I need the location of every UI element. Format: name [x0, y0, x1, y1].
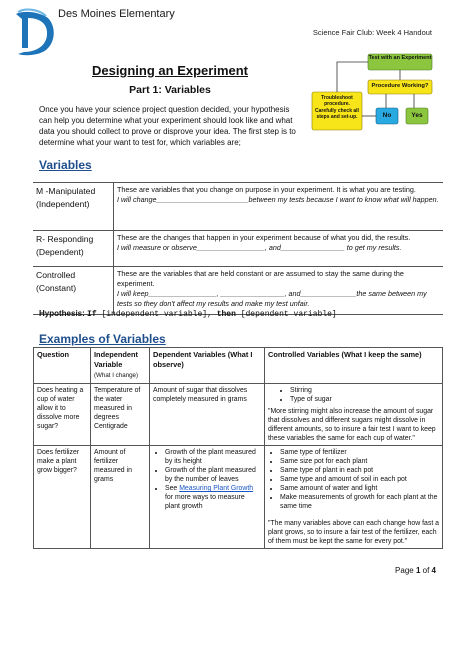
independent-cell: Temperature of the water measured in degrees Centigrade — [91, 384, 150, 446]
header-question: Question — [34, 348, 91, 384]
page-title: Designing an Experiment — [91, 63, 249, 78]
controlled-cell — [265, 446, 443, 549]
page-subtitle: Part 1: Variables — [129, 84, 211, 96]
intro-paragraph: Once you have your science project question decided, your hypothesis can help you determine what your experiment should look like and what data you should collect to prove or disprove your idea. The first step is to determine what your want to test for, which variables are; — [39, 105, 296, 147]
variable-description: These are the changes that happen in your experiment because of what you did, the results. I will measure or observe_________________, and________________ to get my results. — [114, 231, 444, 267]
flow-text-test: Test with an Experiment — [368, 55, 432, 61]
header-dependent: Dependent Variables (What I observe) — [150, 348, 265, 384]
list-item: • Stirring — [290, 386, 439, 395]
table-row — [34, 384, 443, 446]
fill-in-sentence[interactable]: I will measure or observe_________________, and________________ to get my results. — [117, 243, 402, 252]
question-cell: Does fertilizer make a plant grow bigger? — [34, 446, 91, 549]
measuring-plant-growth-link[interactable]: Measuring Plant Growth — [179, 485, 254, 492]
fill-in-sentence[interactable]: I will change_______________________between my tests because I want to know what will happen. — [117, 195, 439, 204]
independent-cell: Amount of fertilizer measured in grams — [91, 446, 150, 549]
list-item: • Growth of the plant measured by the number of leaves — [165, 466, 261, 484]
variable-description: These are variables that you change on purpose in your experiment. It is what you are testing. I will change_______________________between my tests because I want to know what will happen. — [114, 183, 444, 231]
list-item: • See Measuring Plant Growth for more ways to measure plant growth — [165, 484, 261, 511]
list-item: • Make measurements of growth for each plant at the same time — [280, 493, 439, 511]
flow-text-procedure: Procedure Working? — [371, 83, 429, 89]
controlled-cell — [265, 384, 443, 446]
variables-table — [33, 182, 443, 315]
examples-table — [33, 347, 443, 549]
examples-heading: Examples of Variables — [39, 332, 166, 346]
list-item: • Same type and amount of soil in each pot — [280, 475, 439, 484]
controlled-note: "More stirring might also increase the amount of sugar that dissolves and different sugars might dissolve in different amounts, so to insure a fair test I want to keep these variables the same for each cup of water." — [268, 408, 436, 442]
controlled-note: "The many variables above can each change how fast a plant grows, so to insure a fair test of the fertilizer, each of them must be kept the same for every pot." — [268, 520, 439, 545]
header-controlled: Controlled Variables (What I keep the same) — [265, 348, 443, 384]
variable-label: R- Responding (Dependent) — [33, 231, 114, 267]
variable-label: M -Manipulated (Independent) — [33, 183, 114, 231]
table-row — [33, 183, 443, 231]
list-item: • Growth of the plant measured by its height — [165, 448, 261, 466]
table-row — [33, 231, 443, 267]
variable-description: These are the variables that are held constant or are assumed to stay the same during the experiment. I will keep_________________, ________________, and______________the same between my tests so they don't affect my results and make my test unfair. — [114, 267, 444, 315]
variable-label: Controlled (Constant) — [33, 267, 114, 315]
list-item: • Same type of plant in each pot — [280, 466, 439, 475]
variables-heading: Variables — [39, 158, 92, 172]
question-cell: Does heating a cup of water allow it to dissolve more sugar? — [34, 384, 91, 446]
page-number: Page 1 of 4 — [395, 566, 436, 575]
table-row — [34, 446, 443, 549]
school-name: Des Moines Elementary — [58, 8, 175, 20]
list-item: • Same size pot for each plant — [280, 457, 439, 466]
school-logo — [10, 8, 60, 58]
flow-text-no: No — [382, 112, 392, 119]
handout-title: Science Fair Club: Week 4 Handout — [312, 28, 432, 37]
fill-in-sentence[interactable]: I will keep_________________, ________________, and______________the same between my tests so they don't affect my results and make my test unfair. — [117, 289, 427, 308]
hypothesis-template: Hypothesis: If [independent variable], then [dependent variable] — [39, 309, 337, 319]
dependent-cell — [150, 446, 265, 549]
list-item: • Same amount of water and light — [280, 484, 439, 493]
list-item: • Type of sugar — [290, 395, 439, 404]
table-row — [33, 267, 443, 315]
flow-text-troubleshoot: Troubleshoot procedure. Carefully check all steps and set-up. — [315, 95, 359, 121]
table-header-row — [34, 348, 443, 384]
list-item: • Same type of fertilizer — [280, 448, 439, 457]
flow-text-yes: Yes — [411, 112, 423, 119]
header-independent: Independent Variable (What I change) — [91, 348, 150, 384]
dependent-cell: Amount of sugar that dissolves completely measured in grams — [150, 384, 265, 446]
